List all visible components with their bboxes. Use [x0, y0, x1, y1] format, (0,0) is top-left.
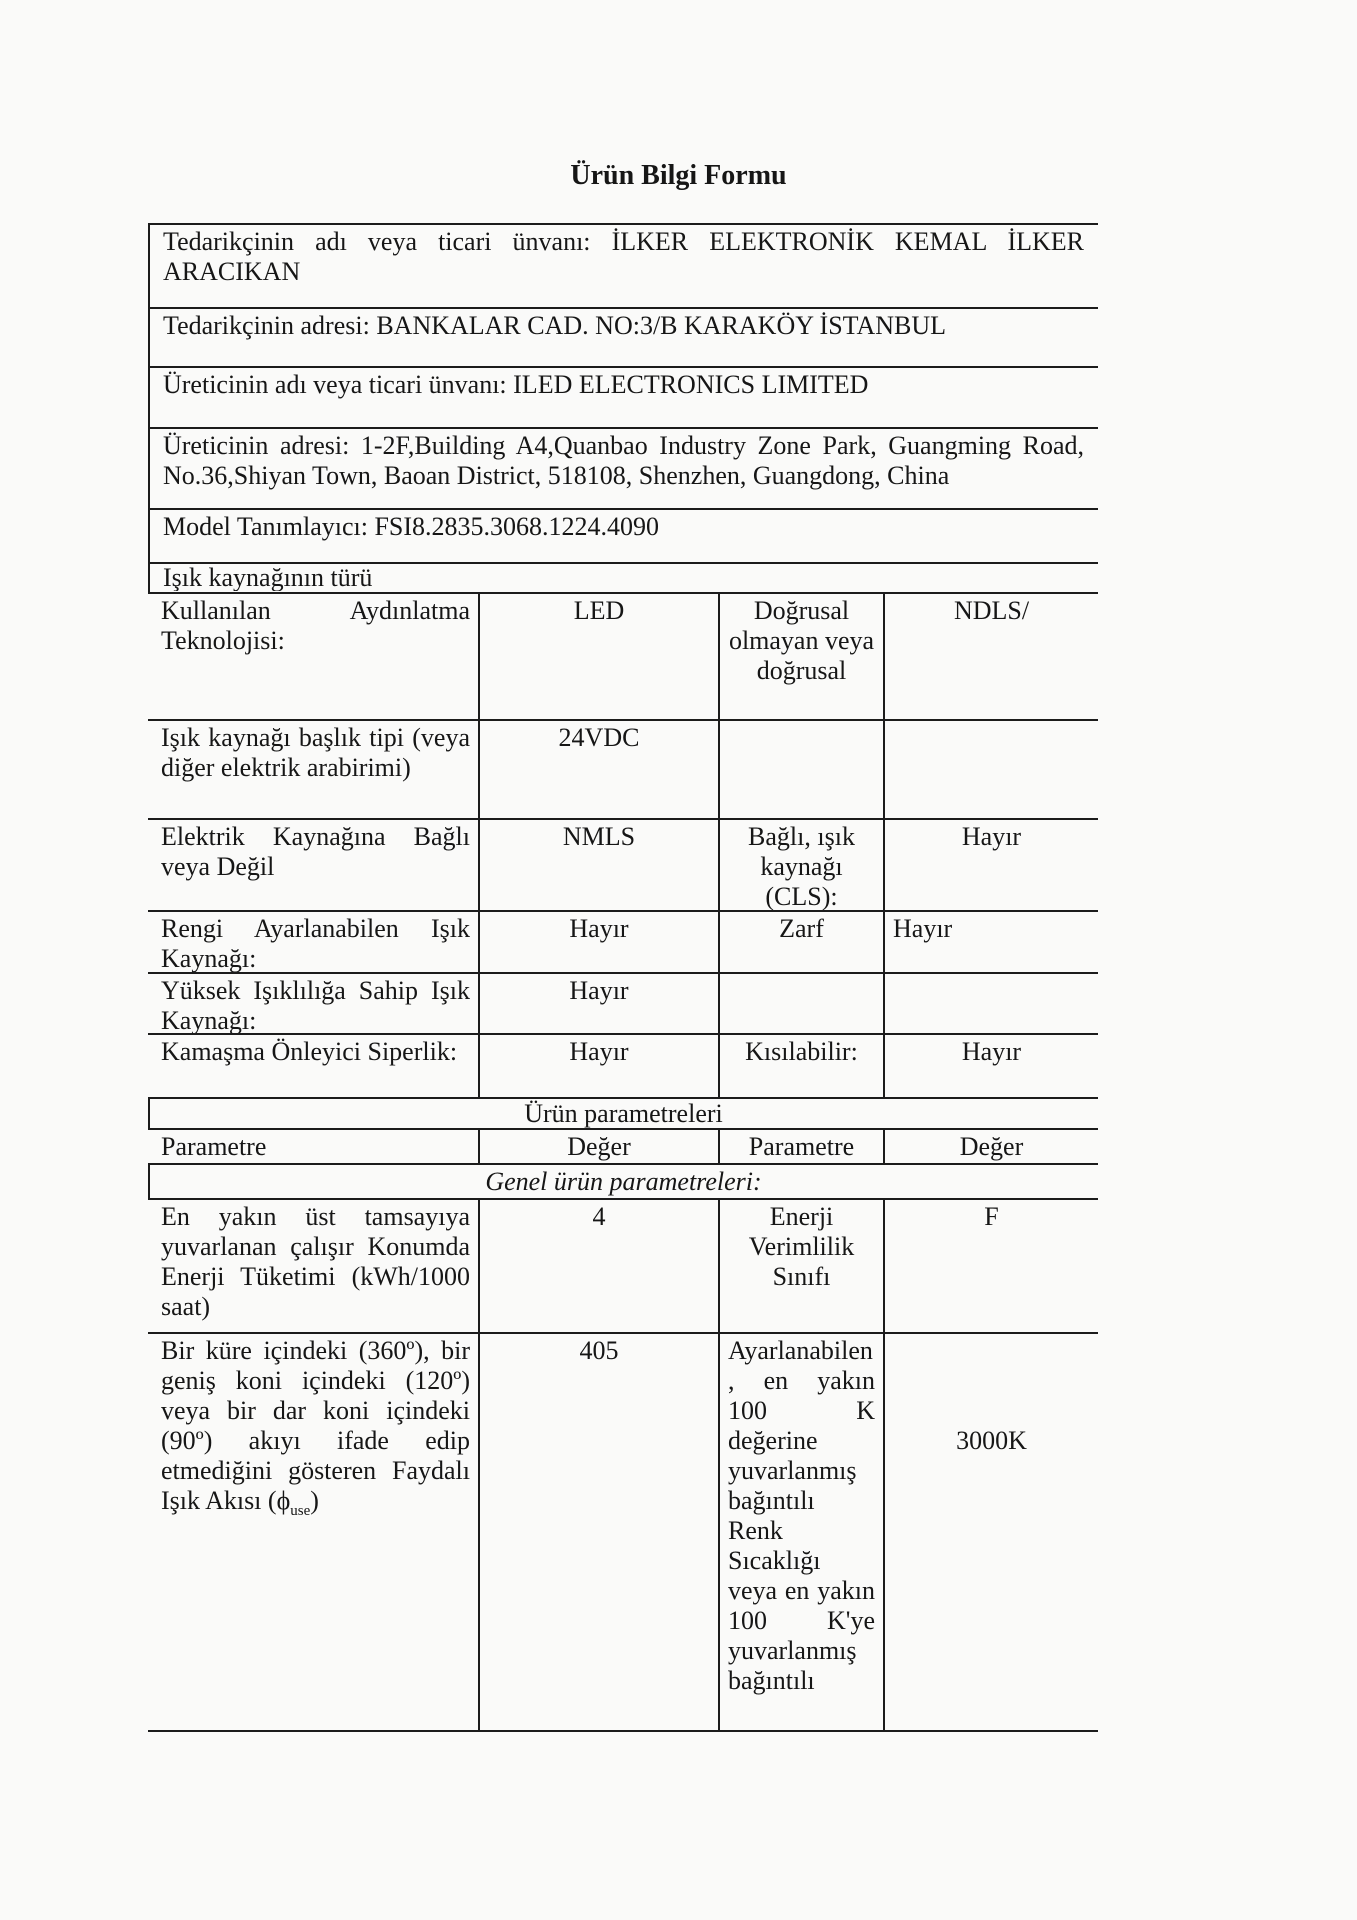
model-identifier-row	[148, 510, 1098, 564]
product-info-table	[148, 223, 1098, 1732]
param-value-cell: Hayır	[478, 912, 718, 972]
color-tunable-row	[148, 912, 1098, 974]
luminous-flux-label: Bir küre içindeki (360º), bir geniş koni içindeki (120º) veya bir dar koni içindeki (90º) akıyı ifade edip etmediğini gösteren Faydalı Işık Akısı (ϕ	[161, 1336, 470, 1515]
supplier-address-text: Tedarikçinin adresi: BANKALAR CAD. NO:3/B KARAKÖY İSTANBUL	[163, 311, 947, 340]
supplier-name-text: Tedarikçinin adı veya ticari ünvanı: İLKER ELEKTRONİK KEMAL İLKER ARACIKAN	[163, 227, 1084, 286]
param-value-cell: Hayır	[478, 974, 718, 1033]
column-header: Parametre	[161, 1132, 267, 1161]
param-label-cell	[148, 1334, 478, 1730]
column-header: Değer	[883, 1130, 1098, 1163]
model-identifier-text: Model Tanımlayıcı: FSI8.2835.3068.1224.4090	[163, 512, 660, 541]
luminous-flux-row	[148, 1334, 1098, 1732]
param-value-cell: 24VDC	[478, 721, 718, 818]
param-label-cell	[718, 974, 883, 1033]
param-value-cell: NMLS	[478, 820, 718, 910]
manufacturer-name-row	[148, 368, 1098, 429]
cap-type-row	[148, 721, 1098, 820]
param-value-cell: 405	[478, 1334, 718, 1730]
param-label-cell: Enerji Verimlilik Sınıfı	[718, 1200, 883, 1332]
param-value-cell: F	[883, 1200, 1098, 1332]
energy-consumption-row	[148, 1200, 1098, 1334]
param-label-cell	[718, 721, 883, 818]
high-luminance-row	[148, 974, 1098, 1035]
general-parameters-row	[148, 1165, 1098, 1200]
luminous-flux-label-close: )	[310, 1486, 319, 1515]
page-title: Ürün Bilgi Formu	[570, 160, 787, 191]
light-source-type-row	[148, 564, 1098, 594]
param-label-cell: Kısılabilir:	[718, 1035, 883, 1097]
param-label-cell: Doğrusal olmayan veya doğrusal	[718, 594, 883, 719]
param-label-cell: Elektrik Kaynağına Bağlı veya Değil	[161, 822, 470, 881]
supplier-address-row	[148, 309, 1098, 368]
param-value-cell: Hayır	[883, 820, 1098, 910]
section-title: Ürün parametreleri	[524, 1099, 723, 1128]
param-value-cell: LED	[478, 594, 718, 719]
product-parameters-header-row	[148, 1099, 1098, 1130]
param-value-cell: NDLS/	[883, 594, 1098, 719]
mains-connection-row	[148, 820, 1098, 912]
param-label-cell: Zarf	[718, 912, 883, 972]
subsection-title: Genel ürün parametreleri:	[485, 1167, 762, 1196]
manufacturer-name-text: Üreticinin adı veya ticari ünvanı: ILED ELECTRONICS LIMITED	[163, 370, 869, 399]
param-label-cell: En yakın üst tamsayıya yuvarlanan çalışır Konumda Enerji Tüketimi (kWh/1000 saat)	[161, 1202, 470, 1321]
manufacturer-address-text: Üreticinin adresi: 1-2F,Building A4,Quanbao Industry Zone Park, Guangming Road, No.36,Shiyan Town, Baoan District, 518108, Shenzhen, Guangdong, China	[163, 431, 1084, 490]
param-label-cell: Işık kaynağı başlık tipi (veya diğer elektrik arabirimi)	[161, 723, 470, 782]
param-value-cell: Hayır	[478, 1035, 718, 1097]
param-value-cell	[883, 721, 1098, 818]
manufacturer-address-row	[148, 429, 1098, 510]
param-label-cell: Ayarlanabilen, en yakın 100 K değerine yuvarlanmış bağıntılı Renk Sıcaklığı veya en yakın 100 K'ye yuvarlanmış bağıntılı	[718, 1334, 883, 1730]
param-value-cell	[883, 974, 1098, 1033]
supplier-name-row	[148, 225, 1098, 309]
param-value-cell: Hayır	[883, 1035, 1098, 1097]
param-label-cell: Yüksek Işıklılığa Sahip Işık Kaynağı:	[161, 976, 470, 1033]
light-source-type-text: Işık kaynağının türü	[163, 564, 373, 591]
lighting-technology-row	[148, 594, 1098, 721]
param-label-cell: Rengi Ayarlanabilen Işık Kaynağı:	[161, 914, 470, 972]
column-header: Değer	[478, 1130, 718, 1163]
param-value-cell: 4	[478, 1200, 718, 1332]
column-header: Parametre	[718, 1130, 883, 1163]
param-label-cell: Kullanılan Aydınlatma Teknolojisi:	[161, 596, 470, 655]
phi-use-subscript: use	[290, 1503, 311, 1520]
param-value-cell: Hayır	[883, 912, 1098, 972]
anti-glare-row	[148, 1035, 1098, 1099]
param-value-cell: 3000K	[883, 1334, 1098, 1730]
param-label-cell: Kamaşma Önleyici Siperlik:	[161, 1037, 458, 1066]
param-label-cell: Bağlı, ışık kaynağı (CLS):	[718, 820, 883, 910]
parameter-header-row	[148, 1130, 1098, 1165]
